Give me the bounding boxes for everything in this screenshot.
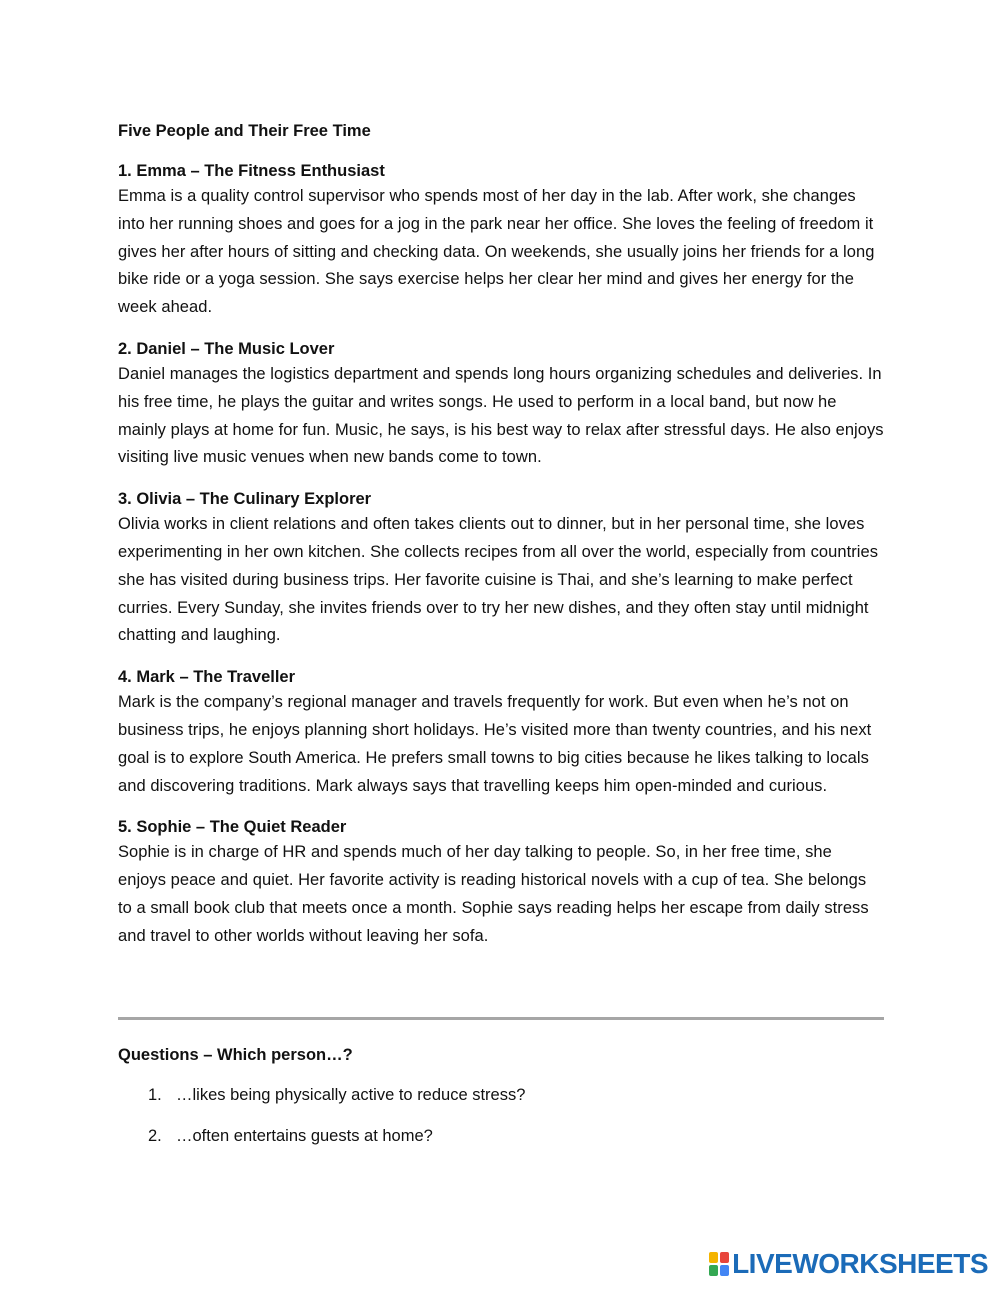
section-heading: 2. Daniel – The Music Lover [118,339,335,358]
liveworksheets-logo[interactable] [709,1248,988,1280]
section-olivia [118,487,884,650]
logo-block [720,1265,729,1276]
question-item [118,1124,884,1148]
section-heading: 5. Sophie – The Quiet Reader [118,818,347,837]
question-item [118,1083,884,1107]
section-emma [118,159,884,322]
section-paragraph: Daniel manages the logistics department and spends long hours organizing schedules and deliveries. In his free time, he plays the guitar and writes songs. He used to perform in a local band, but now he mainly plays at home for fun. Music, he says, is his best way to relax after stressful days. He also enjoys visiting live music venues when new bands come to town. [118,364,884,467]
section-paragraph: Mark is the company’s regional manager and travels frequently for work. But even when he’s not on business trips, he enjoys planning short holidays. He’s visited more than twenty countries, and his next goal is to explore South America. He prefers small towns to big cities because he likes talking to locals and discovering traditions. Mark always says that travelling keeps him open-minded and curious. [118,693,872,795]
logo-block [709,1265,718,1276]
logo-text: LIVEWORKSHEETS [732,1248,988,1279]
questions-list [118,1083,884,1148]
questions-section [118,1043,884,1165]
section-mark [118,665,884,800]
section-heading: 1. Emma – The Fitness Enthusiast [118,162,385,180]
question-number: 2. [148,1127,162,1145]
question-text: …often entertains guests at home? [176,1127,433,1145]
section-sophie [118,815,884,950]
section-paragraph: Emma is a quality control supervisor who spends most of her day in the lab. After work, she changes into her running shoes and goes for a jog in the park near her office. She loves the feeling of freedom it gives her after hours of sitting and checking data. On weekends, she usually joins her friends for a long bike ride or a yoga session. She says exercise helps her clear her mind and gives her energy for the week ahead. [118,187,875,317]
section-daniel [118,337,884,472]
section-divider [118,1017,884,1020]
section-heading: 4. Mark – The Traveller [118,668,296,687]
question-number: 1. [148,1086,162,1104]
questions-title: Questions – Which person…? [118,1046,353,1064]
logo-block [720,1252,729,1263]
section-paragraph: Olivia works in client relations and often takes clients out to dinner, but in her personal time, she loves experimenting in her own kitchen. She collects recipes from all over the world, especially from countries she has visited during business trips. Her favorite cuisine is Thai, and she’s learning to make perfect curries. Every Sunday, she invites friends over to try her new dishes, and they often stay until midnight chatting and laughing. [118,515,879,645]
section-heading: 3. Olivia – The Culinary Explorer [118,490,372,509]
logo-block [709,1252,718,1263]
page-title: Five People and Their Free Time [118,122,371,140]
question-text: …likes being physically active to reduce stress? [176,1086,526,1104]
liveworksheets-logo-icon [709,1252,729,1276]
reading-passage [118,119,884,966]
section-paragraph: Sophie is in charge of HR and spends much of her day talking to people. So, in her free time, she enjoys peace and quiet. Her favorite activity is reading historical novels with a cup of tea. She belongs to a small book club that meets once a month. Sophie says reading helps her escape from daily stress and travel to other worlds without leaving her sofa. [118,843,869,945]
